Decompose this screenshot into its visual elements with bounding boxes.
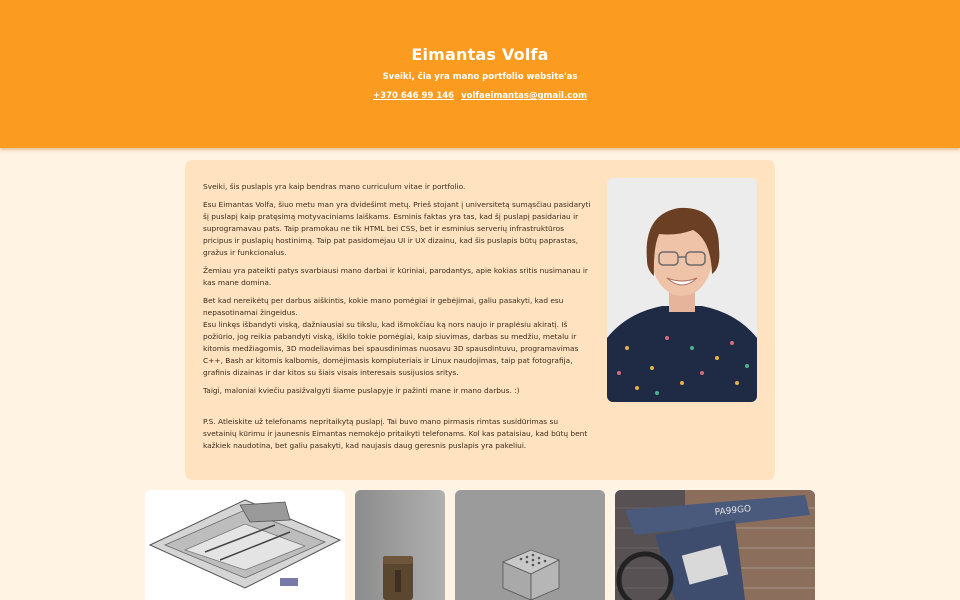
site-header (0, 0, 960, 148)
about-paragraph-2: Žemiau yra pateikti patys svarbiausi mano darbai ir kūriniai, parodantys, apie kokias sritis nusimanau ir kas mane domina. (203, 266, 588, 287)
about-intro: Sveiki, šis puslapis yra kaip bendras mano curriculum vitae ir portfolio. (203, 182, 466, 191)
phone-link[interactable]: +370 646 99 146 (373, 91, 455, 101)
cad-tray-model-image (145, 490, 345, 600)
contact-links (0, 91, 960, 101)
about-text (203, 181, 593, 458)
3d-printed-part-image (455, 490, 605, 600)
about-paragraph-3a: Bet kad nereikėtų per darbus aiškintis, kokie mano pomėgiai ir gebėjimai, galiu pasakyti, kad esu nepasotinamai žingeidus. (203, 296, 564, 317)
gallery-item-holster[interactable] (355, 490, 445, 600)
profile-photo (607, 178, 757, 402)
gallery-item-3d-print[interactable] (455, 490, 605, 600)
site-title: Eimantas Volfa (411, 45, 549, 64)
gallery-item-cad-model[interactable] (145, 490, 345, 600)
about-paragraph-3 (203, 295, 593, 379)
about-postscript: P.S. Atleiskite už telefonams nepritaikytą puslapį. Tai buvo mano pirmasis rimtas susidūrimas su svetainių kūrimu ir jaunesnis Eimantas nemokėjo pritaikyti telefonams. Kol kas pataisiau, kad būtų bent kažkiek naudotina, bet galiu pasakyti, kad naujasis daug geresnis puslapis yra pakeliui. (203, 417, 588, 450)
about-card (185, 160, 775, 480)
leather-holster-image (355, 490, 445, 600)
email-link[interactable]: volfaeimantas@gmail.com (461, 91, 587, 101)
bicycle-image (615, 490, 815, 600)
site-subtitle: Sveiki, čia yra mano portfolio website'as (382, 72, 578, 82)
about-paragraph-4: Taigi, maloniai kviečiu pasižvalgyti šiame puslapyje ir pažinti mane ir mano darbus. :) (203, 386, 520, 395)
svg-text:PA99GO: PA99GO (714, 504, 752, 518)
gallery-item-bicycle[interactable] (615, 490, 815, 600)
about-paragraph-3b: Esu linkęs išbandyti viską, dažniausiai su tikslu, kad išmokčiau ką nors naujo ir praplėsiu akiratį. Iš požiūrio, jog reikia pabandyti viską, iškilo tokie pomėgiai, kaip siuvimas, darbas su medžiu, metalu ir kitomis medžiagomis, 3D modeliavimas bei spausdinimas nuosavu 3D spausdintuvu, programavimas C++, Bash ar kitomis kalbomis, domėjimasis kompiuteriais ir Linux naudojimas, taip pat fotografija, grafinis dizainas ir dar kitos su šiais visais interesais susijusios sritys. (203, 320, 579, 377)
about-paragraph-1: Esu Eimantas Volfa, šiuo metu man yra dvidešimt metų. Prieš stojant į universitetą sumąsčiau pasidaryti šį puslapį kaip pratęsimą motyvaciniams laiškams. Esminis faktas yra tas, kad šį puslapį pasidariau ir suprogramavau pats. Taip pramokau ne tik HTML bei CSS, bet ir esminius serverių infrastruktūros pricipus ir puslapių hostinimą. Taip pat pasidomėjau UI ir UX dizainu, kad šis puslapis būtų paprastas, gražus ir funkcionalus. (203, 200, 591, 257)
